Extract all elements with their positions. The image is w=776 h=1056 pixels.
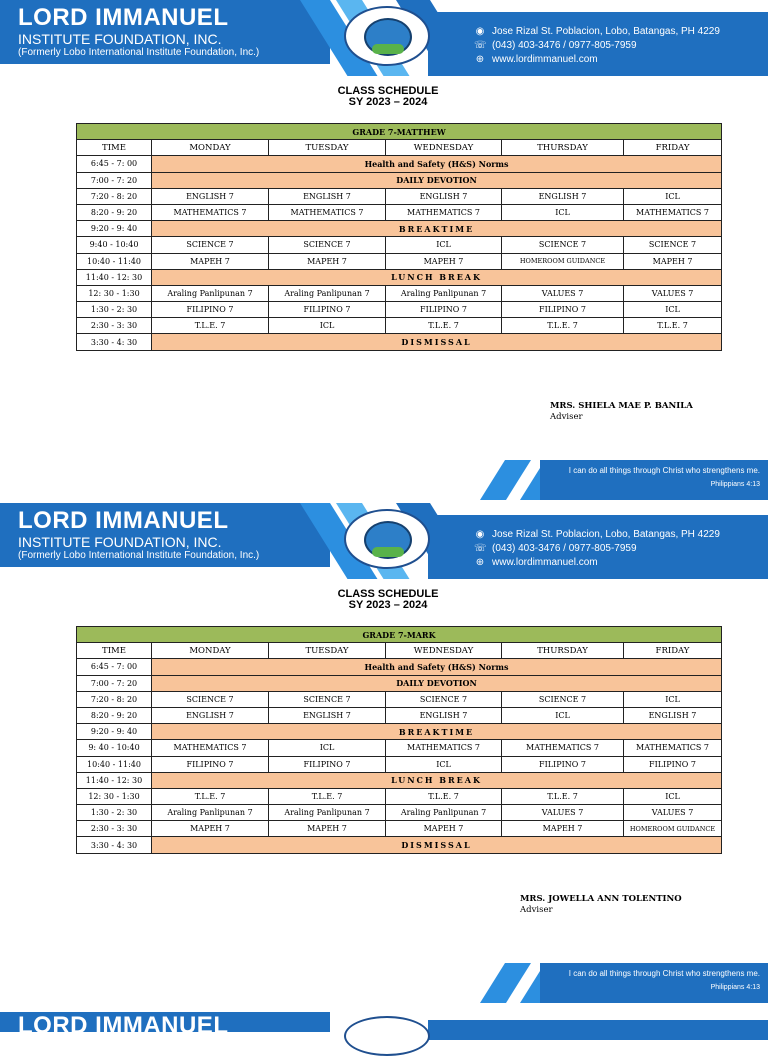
column-header: MONDAY [152,140,269,156]
table-row [77,756,722,772]
class-schedule-table [76,626,722,854]
time-cell: 12: 30 - 1:30 [77,285,152,301]
time-cell: 1:30 - 2: 30 [77,302,152,318]
column-header: THURSDAY [502,643,624,659]
schedule-sheet-1 [0,0,768,503]
subject-cell: ICL [624,188,722,204]
footer-banner [0,963,768,1007]
subject-cell: HOMEROOM GUIDANCE [624,821,722,837]
subject-cell: Araling Panlipunan 7 [152,805,269,821]
subject-cell: MATHEMATICS 7 [624,740,722,756]
table-row [77,253,722,269]
block-period-cell: DAILY DEVOTION [152,172,722,188]
column-header: FRIDAY [624,140,722,156]
phone-text: (043) 403-3476 / 0977-805-7959 [492,40,637,51]
website-line [474,54,598,65]
time-cell: 2:30 - 3: 30 [77,318,152,334]
table-row [77,837,722,853]
subject-cell: ICL [386,756,502,772]
school-year: SY 2023 – 2024 [348,96,428,108]
subject-cell: ICL [624,302,722,318]
table-row [77,788,722,804]
letterhead-right-band [428,1020,768,1040]
adviser-role: Adviser [550,412,583,422]
subject-cell: MATHEMATICS 7 [502,740,624,756]
subject-cell: T.L.E. 7 [386,318,502,334]
table-row [77,285,722,301]
address-line [474,529,720,540]
address-line [474,26,720,37]
block-period-cell: BREAKTIME [152,724,722,740]
table-row [77,269,722,285]
subject-cell: MATHEMATICS 7 [386,740,502,756]
org-name: LORD IMMANUEL [18,4,229,31]
time-cell: 7:20 - 8: 20 [77,188,152,204]
subject-cell: ENGLISH 7 [386,707,502,723]
subject-cell: SCIENCE 7 [386,691,502,707]
subject-cell: FILIPINO 7 [624,756,722,772]
subject-cell: FILIPINO 7 [152,756,269,772]
org-name: LORD IMMANUEL [18,1012,229,1039]
column-header: TIME [77,140,152,156]
block-period-cell: DAILY DEVOTION [152,675,722,691]
table-row [77,724,722,740]
subject-cell: Araling Panlipunan 7 [152,285,269,301]
subject-cell: ENGLISH 7 [269,707,386,723]
location-pin-icon: ◉ [475,529,485,540]
time-cell: 6:45 - 7: 00 [77,156,152,172]
school-seal-icon [344,1016,430,1056]
subject-cell: ENGLISH 7 [269,188,386,204]
time-cell: 9:20 - 9: 40 [77,724,152,740]
subject-cell: VALUES 7 [502,285,624,301]
table-row [77,334,722,350]
subject-cell: FILIPINO 7 [269,302,386,318]
subject-cell: VALUES 7 [624,285,722,301]
time-cell: 7:20 - 8: 20 [77,691,152,707]
website-text: www.lordimmanuel.com [492,54,598,65]
subject-cell: Araling Panlipunan 7 [269,285,386,301]
subject-cell: Araling Panlipunan 7 [269,805,386,821]
footer-banner [0,460,768,504]
time-cell: 9: 40 - 10:40 [77,740,152,756]
school-seal-icon [344,6,430,66]
subject-cell: MATHEMATICS 7 [624,204,722,220]
subject-cell: MAPEH 7 [624,253,722,269]
address-text: Jose Rizal St. Poblacion, Lobo, Batangas, PH 4229 [492,529,720,540]
grade-section-title: GRADE 7-MARK [77,627,722,643]
subject-cell: SCIENCE 7 [502,691,624,707]
subject-cell: MATHEMATICS 7 [386,204,502,220]
subject-cell: ICL [624,691,722,707]
subject-cell: ENGLISH 7 [386,188,502,204]
subject-cell: HOMEROOM GUIDANCE [502,253,624,269]
time-cell: 7:00 - 7: 20 [77,675,152,691]
subject-cell: FILIPINO 7 [152,302,269,318]
subject-cell: T.L.E. 7 [386,788,502,804]
subject-cell: T.L.E. 7 [502,788,624,804]
globe-icon: ⊕ [475,557,485,568]
grade-header-row [77,627,722,643]
table-row [77,318,722,334]
footer-verse: I can do all things through Christ who strengthens me. [568,969,760,978]
subject-cell: FILIPINO 7 [269,756,386,772]
column-header: WEDNESDAY [386,643,502,659]
subject-cell: ICL [386,237,502,253]
globe-icon: ⊕ [475,54,485,65]
table-row [77,740,722,756]
table-row [77,821,722,837]
org-subtitle: INSTITUTE FOUNDATION, INC. [18,31,222,47]
class-schedule-table [76,123,722,351]
org-subtitle: INSTITUTE FOUNDATION, INC. [18,534,222,550]
column-header: FRIDAY [624,643,722,659]
subject-cell: ICL [502,204,624,220]
footer-verse-ref: Philippians 4:13 [710,481,760,488]
block-period-cell: LUNCH BREAK [152,772,722,788]
subject-cell: ENGLISH 7 [502,188,624,204]
subject-cell: SCIENCE 7 [269,237,386,253]
column-header: TUESDAY [269,140,386,156]
time-cell: 2:30 - 3: 30 [77,821,152,837]
time-cell: 1:30 - 2: 30 [77,805,152,821]
column-header: TUESDAY [269,643,386,659]
subject-cell: SCIENCE 7 [624,237,722,253]
table-row [77,188,722,204]
time-cell: 3:30 - 4: 30 [77,837,152,853]
subject-cell: FILIPINO 7 [502,302,624,318]
location-pin-icon: ◉ [475,26,485,37]
time-cell: 3:30 - 4: 30 [77,334,152,350]
website-text: www.lordimmanuel.com [492,557,598,568]
time-cell: 8:20 - 9: 20 [77,707,152,723]
adviser-name: MRS. SHIELA MAE P. BANILA [550,401,693,411]
block-period-cell: Health and Safety (H&S) Norms [152,659,722,675]
column-header: MONDAY [152,643,269,659]
doc-title: CLASS SCHEDULE [337,588,439,600]
column-header-row [77,643,722,659]
footer-bar [540,460,768,500]
subject-cell: ICL [624,788,722,804]
subject-cell: ENGLISH 7 [152,707,269,723]
table-row [77,302,722,318]
subject-cell: VALUES 7 [502,805,624,821]
time-cell: 11:40 - 12: 30 [77,269,152,285]
doc-title: CLASS SCHEDULE [337,85,439,97]
time-cell: 12: 30 - 1:30 [77,788,152,804]
subject-cell: Araling Panlipunan 7 [386,285,502,301]
time-cell: 7:00 - 7: 20 [77,172,152,188]
table-row [77,805,722,821]
school-year: SY 2023 – 2024 [348,599,428,611]
footer-verse: I can do all things through Christ who strengthens me. [568,466,760,475]
school-seal-icon [344,509,430,569]
schedule-sheet-2 [0,503,768,1006]
grade-section-title: GRADE 7-MATTHEW [77,124,722,140]
subject-cell: MAPEH 7 [502,821,624,837]
table-row [77,691,722,707]
phone-line [474,40,637,51]
grade-header-row [77,124,722,140]
block-period-cell: BREAKTIME [152,221,722,237]
schedule-sheet-3-partial [0,1006,768,1039]
phone-icon: ☏ [474,543,487,554]
subject-cell: SCIENCE 7 [152,237,269,253]
time-cell: 8:20 - 9: 20 [77,204,152,220]
subject-cell: SCIENCE 7 [152,691,269,707]
phone-icon: ☏ [474,40,487,51]
footer-verse-ref: Philippians 4:13 [710,984,760,991]
table-row [77,675,722,691]
org-name: LORD IMMANUEL [18,507,229,534]
column-header: THURSDAY [502,140,624,156]
table-row [77,237,722,253]
subject-cell: MATHEMATICS 7 [152,740,269,756]
org-former-name: (Formerly Lobo International Institute Foundation, Inc.) [18,550,260,561]
subject-cell: ENGLISH 7 [624,707,722,723]
table-row [77,221,722,237]
table-row [77,659,722,675]
subject-cell: ICL [269,740,386,756]
subject-cell: MAPEH 7 [269,253,386,269]
column-header-row [77,140,722,156]
footer-bar [540,963,768,1003]
time-cell: 10:40 - 11:40 [77,253,152,269]
subject-cell: MAPEH 7 [152,253,269,269]
table-row [77,772,722,788]
phone-line [474,543,637,554]
subject-cell: T.L.E. 7 [624,318,722,334]
subject-cell: VALUES 7 [624,805,722,821]
block-period-cell: DISMISSAL [152,334,722,350]
table-row [77,204,722,220]
column-header: TIME [77,643,152,659]
adviser-role: Adviser [520,905,553,915]
table-row [77,156,722,172]
subject-cell: MAPEH 7 [386,253,502,269]
time-cell: 9:20 - 9: 40 [77,221,152,237]
subject-cell: MAPEH 7 [269,821,386,837]
subject-cell: MAPEH 7 [386,821,502,837]
adviser-block [520,894,682,916]
subject-cell: T.L.E. 7 [269,788,386,804]
subject-cell: T.L.E. 7 [152,318,269,334]
address-text: Jose Rizal St. Poblacion, Lobo, Batangas, PH 4229 [492,26,720,37]
block-period-cell: Health and Safety (H&S) Norms [152,156,722,172]
subject-cell: FILIPINO 7 [386,302,502,318]
block-period-cell: LUNCH BREAK [152,269,722,285]
time-cell: 9:40 - 10:40 [77,237,152,253]
org-former-name: (Formerly Lobo International Institute Foundation, Inc.) [18,47,260,58]
subject-cell: MATHEMATICS 7 [269,204,386,220]
letterhead [0,503,768,579]
subject-cell: ENGLISH 7 [152,188,269,204]
table-row [77,172,722,188]
subject-cell: SCIENCE 7 [502,237,624,253]
subject-cell: FILIPINO 7 [502,756,624,772]
adviser-block [550,401,693,423]
subject-cell: MATHEMATICS 7 [152,204,269,220]
table-row [77,707,722,723]
column-header: WEDNESDAY [386,140,502,156]
time-cell: 10:40 - 11:40 [77,756,152,772]
time-cell: 11:40 - 12: 30 [77,772,152,788]
subject-cell: ICL [269,318,386,334]
adviser-name: MRS. JOWELLA ANN TOLENTINO [520,894,682,904]
phone-text: (043) 403-3476 / 0977-805-7959 [492,543,637,554]
subject-cell: MAPEH 7 [152,821,269,837]
letterhead [0,0,768,76]
website-line [474,557,598,568]
subject-cell: T.L.E. 7 [502,318,624,334]
time-cell: 6:45 - 7: 00 [77,659,152,675]
block-period-cell: DISMISSAL [152,837,722,853]
subject-cell: ICL [502,707,624,723]
subject-cell: Araling Panlipunan 7 [386,805,502,821]
subject-cell: T.L.E. 7 [152,788,269,804]
subject-cell: SCIENCE 7 [269,691,386,707]
